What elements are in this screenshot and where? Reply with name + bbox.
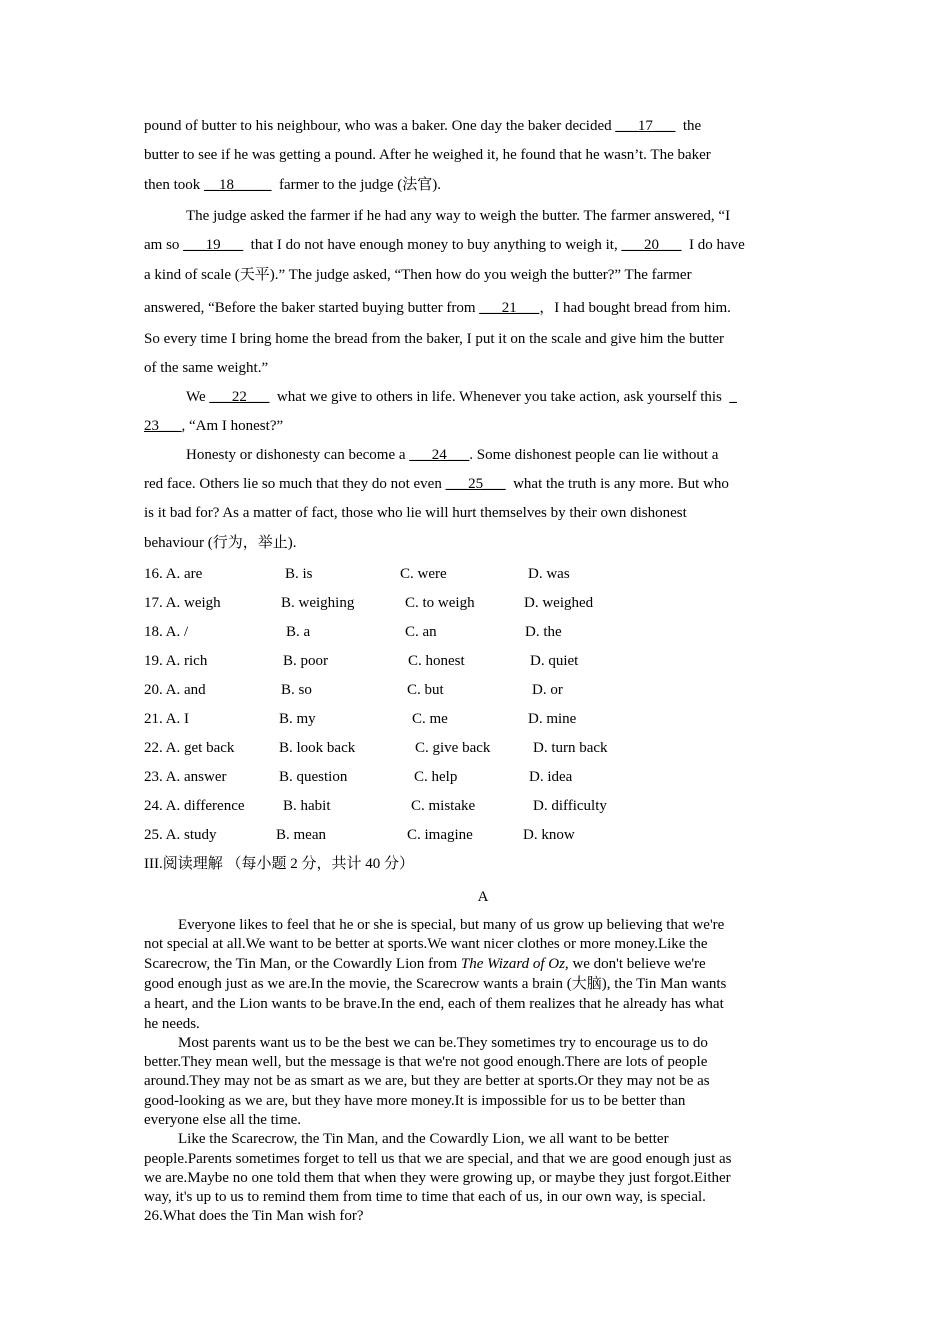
reading-line: not special at all.We want to be better at sports.We want nicer clothes or more money.Like the xyxy=(144,936,708,952)
reading-line: we are.Maybe no one told them that when they were growing up, or maybe they just forgot.Either xyxy=(144,1170,731,1186)
option-b: B. weighing xyxy=(281,595,355,611)
cloze-line xyxy=(144,176,441,194)
option-b: B. look back xyxy=(279,740,356,756)
text: I do have xyxy=(681,237,745,253)
option-a: 19. A. rich xyxy=(144,653,208,669)
text: . Some dishonest people can lie without a xyxy=(469,447,719,463)
text: what the truth is any more. But who xyxy=(505,476,729,492)
text: farmer to the judge (法官). xyxy=(271,177,442,193)
cloze-line xyxy=(144,236,745,254)
text: that I do not have enough money to buy anything to weigh it, xyxy=(243,237,622,253)
option-b: B. question xyxy=(279,769,348,785)
text: ，I had bought bread from him. xyxy=(539,300,731,316)
option-b: B. habit xyxy=(283,798,331,814)
option-c: C. imagine xyxy=(407,827,473,843)
reading-line: around.They may not be as smart as we are, but they are better at sports.Or they may not be as xyxy=(144,1073,710,1089)
option-c: C. but xyxy=(407,682,444,698)
text: the xyxy=(675,118,702,134)
option-d: D. or xyxy=(532,682,563,698)
option-a: 21. A. I xyxy=(144,711,189,727)
text: we don't believe we're xyxy=(568,956,706,972)
blank-25: ___25___ xyxy=(445,476,506,492)
text: answered, “Before the baker started buying butter from xyxy=(144,300,480,316)
option-b: B. a xyxy=(286,624,311,640)
option-c: C. were xyxy=(400,566,447,582)
option-a: 17. A. weigh xyxy=(144,595,221,611)
blank-23-start: _ xyxy=(729,389,737,405)
blank-19: ___19___ xyxy=(183,237,244,253)
reading-line: a heart, and the Lion wants to be brave.In the end, each of them realizes that he already has what xyxy=(144,996,724,1012)
reading-line: he needs. xyxy=(144,1016,200,1032)
reading-line xyxy=(144,955,706,973)
option-d: D. quiet xyxy=(530,653,579,669)
reading-line: Everyone likes to feel that he or she is special, but many of us grow up believing that we're xyxy=(178,917,725,933)
option-d: D. idea xyxy=(529,769,573,785)
text: then took xyxy=(144,177,204,193)
option-d: D. was xyxy=(528,566,570,582)
blank-23: 23___ xyxy=(144,418,182,434)
option-a: 16. A. are xyxy=(144,566,203,582)
option-d: D. difficulty xyxy=(533,798,607,814)
option-c: C. honest xyxy=(408,653,465,669)
option-b: B. my xyxy=(279,711,316,727)
text: am so xyxy=(144,237,184,253)
option-b: B. mean xyxy=(276,827,326,843)
option-b: B. so xyxy=(281,682,312,698)
cloze-line xyxy=(144,504,687,522)
option-c: C. mistake xyxy=(411,798,476,814)
option-c: C. to weigh xyxy=(405,595,475,611)
option-a: 22. A. get back xyxy=(144,740,235,756)
reading-line: good-looking as we are, but they have more money.It is impossible for us to be better than xyxy=(144,1093,686,1109)
option-d: D. turn back xyxy=(533,740,608,756)
option-b: B. poor xyxy=(283,653,328,669)
cloze-line xyxy=(144,534,296,552)
text: The judge asked the farmer if he had any way to weigh the butter. The farmer answered, “I xyxy=(186,208,731,224)
reading-line: people.Parents sometimes forget to tell us that we are special, and that we are good enough just as xyxy=(144,1151,732,1167)
cloze-line xyxy=(144,475,729,493)
text: a kind of scale (天平).” The judge asked, “Then how do you weigh the butter?” The farmer xyxy=(144,267,692,283)
blank-22: ___22___ xyxy=(209,389,270,405)
option-b: B. is xyxy=(285,566,313,582)
text: butter to see if he was getting a pound. After he weighed it, he found that he wasn’t. The baker xyxy=(144,147,711,163)
text: , “Am I honest?” xyxy=(181,418,284,434)
reading-line: everyone else all the time. xyxy=(144,1112,302,1128)
text: We xyxy=(186,389,210,405)
text: So every time I bring home the bread from the baker, I put it on the scale and give him the butter xyxy=(144,331,725,347)
cloze-line xyxy=(144,299,731,317)
text: Scarecrow, the Tin Man, or the Cowardly Lion from xyxy=(144,956,461,972)
reading-line: better.They mean well, but the message is that we're not good enough.There are lots of people xyxy=(144,1054,708,1070)
text: of the same weight.” xyxy=(144,360,269,376)
cloze-line xyxy=(144,146,711,164)
option-c: C. help xyxy=(414,769,458,785)
option-d: D. the xyxy=(525,624,562,640)
option-a: 23. A. answer xyxy=(144,769,227,785)
option-d: D. mine xyxy=(528,711,577,727)
text: what we give to others in life. Whenever you take action, ask yourself this xyxy=(269,389,730,405)
cloze-line xyxy=(144,117,701,135)
reading-line: good enough just as we are.In the movie, the Scarecrow wants a brain (大脑), the Tin Man wants xyxy=(144,976,727,992)
text: is it bad for? As a matter of fact, those who lie will hurt themselves by their own dishonest xyxy=(144,505,687,521)
option-d: D. know xyxy=(523,827,575,843)
option-c: C. give back xyxy=(415,740,491,756)
book-title: The Wizard of Oz, xyxy=(460,956,569,972)
cloze-line xyxy=(186,446,718,464)
blank-17: ___17___ xyxy=(615,118,676,134)
question-26: 26.What does the Tin Man wish for? xyxy=(144,1208,364,1224)
passage-label: A xyxy=(477,889,489,905)
blank-18: __18_____ xyxy=(204,177,272,193)
blank-24: ___24___ xyxy=(409,447,470,463)
cloze-line xyxy=(144,330,724,348)
cloze-line xyxy=(144,359,268,377)
text: behaviour (行为，举止). xyxy=(144,535,297,551)
option-a: 20. A. and xyxy=(144,682,206,698)
text: Honesty or dishonesty can become a xyxy=(186,447,410,463)
option-a: 24. A. difference xyxy=(144,798,245,814)
option-a: 18. A. / xyxy=(144,624,189,640)
option-c: C. me xyxy=(412,711,448,727)
text: pound of butter to his neighbour, who was a baker. One day the baker decided xyxy=(144,118,616,134)
cloze-line xyxy=(144,417,283,435)
cloze-line xyxy=(144,266,692,284)
option-d: D. weighed xyxy=(524,595,594,611)
text: red face. Others lie so much that they do not even xyxy=(144,476,446,492)
reading-line: Most parents want us to be the best we can be.They sometimes try to encourage us to do xyxy=(178,1035,708,1051)
option-c: C. an xyxy=(405,624,437,640)
reading-line: way, it's up to us to remind them from time to time that each of us, in our own way, is special. xyxy=(144,1189,706,1205)
blank-21: ___21___ xyxy=(479,300,540,316)
blank-20: ___20___ xyxy=(621,237,682,253)
option-a: 25. A. study xyxy=(144,827,217,843)
reading-line: Like the Scarecrow, the Tin Man, and the Cowardly Lion, we all want to be better xyxy=(178,1131,669,1147)
cloze-line xyxy=(186,388,737,406)
section-title: III.阅读理解 （每小题 2 分，共计 40 分） xyxy=(144,856,414,872)
cloze-line xyxy=(186,207,730,225)
